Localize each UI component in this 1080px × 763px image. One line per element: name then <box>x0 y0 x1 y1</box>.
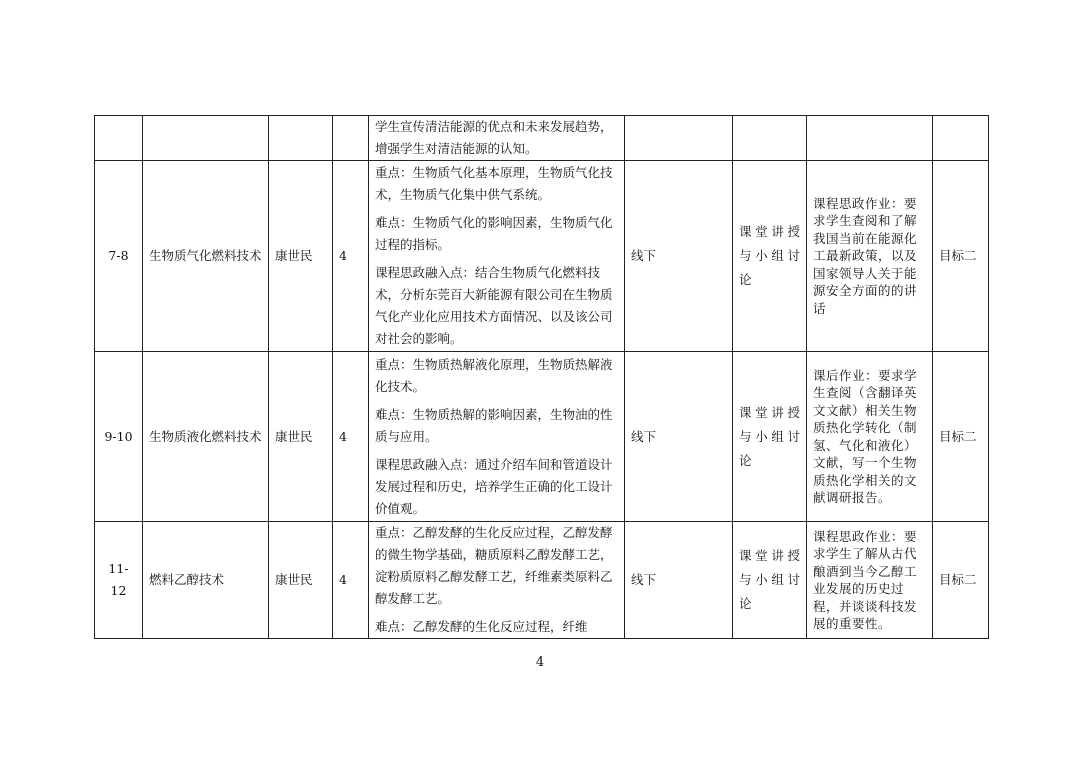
ideology-text: 课程思政融入点：结合生物质气化燃料技术，分析东莞百大新能源有限公司在生物质气化产业化应用技术方面情况、以及该公司对社会的影响。 <box>375 265 613 346</box>
content-cell <box>369 352 625 522</box>
content-continued-text: 学生宣传清洁能源的优点和未来发展趋势，增强学生对清洁能源的认知。 <box>375 119 613 156</box>
table-row <box>95 522 989 639</box>
homework-cell <box>807 116 933 161</box>
difficulties-text: 难点：乙醇发酵的生化反应过程，纤维 <box>375 619 588 634</box>
week-cell: 11-12 <box>95 522 143 639</box>
key-points-text: 重点：生物质热解液化原理，生物质热解液化技术。 <box>375 356 613 394</box>
target-cell <box>933 116 989 161</box>
hours-cell: 4 <box>333 522 369 639</box>
hours-cell <box>333 116 369 161</box>
target-cell: 目标二 <box>933 522 989 639</box>
difficulties-text: 难点：生物质气化的影响因素，生物质气化过程的指标。 <box>375 215 613 252</box>
difficulties-text: 难点：生物质热解的影响因素，生物油的性质与应用。 <box>375 406 613 444</box>
key-points-text: 重点：乙醇发酵的生化反应过程，乙醇发酵的微生物学基础，糖质原料乙醇发酵工艺，淀粉质原料乙醇发酵工艺，纤维素类原料乙醇发酵工艺。 <box>375 525 613 606</box>
teacher-cell <box>269 116 333 161</box>
teacher-cell: 康世民 <box>269 161 333 352</box>
topic-cell: 生物质液化燃料技术 <box>143 352 269 522</box>
content-cell <box>369 116 625 161</box>
target-cell: 目标二 <box>933 161 989 352</box>
course-schedule-table <box>94 115 989 639</box>
table-row <box>95 161 989 352</box>
week-cell <box>95 116 143 161</box>
page-number: 4 <box>535 655 545 670</box>
homework-cell: 课后作业：要求学生查阅（含翻译英文文献）相关生物质热化学转化（制氢、气化和液化）文献，写一个生物质热化学相关的文献调研报告。 <box>807 352 933 522</box>
table-row <box>95 116 989 161</box>
teacher-cell: 康世民 <box>269 522 333 639</box>
content-cell <box>369 161 625 352</box>
form-cell <box>625 116 733 161</box>
week-cell: 9-10 <box>95 352 143 522</box>
method-cell: 课堂讲授与小组讨论 <box>733 522 807 639</box>
method-cell: 课堂讲授与小组讨论 <box>733 161 807 352</box>
hours-cell: 4 <box>333 352 369 522</box>
content-cell <box>369 522 625 639</box>
ideology-text: 课程思政融入点：通过介绍车间和管道设计发展过程和历史，培养学生正确的化工设计价值观。 <box>375 456 613 516</box>
method-cell <box>733 116 807 161</box>
topic-cell <box>143 116 269 161</box>
method-cell: 课堂讲授与小组讨论 <box>733 352 807 522</box>
teacher-cell: 康世民 <box>269 352 333 522</box>
form-cell: 线下 <box>625 352 733 522</box>
form-cell: 线下 <box>625 522 733 639</box>
key-points-text: 重点：生物质气化基本原理，生物质气化技术，生物质气化集中供气系统。 <box>375 165 613 202</box>
topic-cell: 生物质气化燃料技术 <box>143 161 269 352</box>
topic-cell: 燃料乙醇技术 <box>143 522 269 639</box>
form-cell: 线下 <box>625 161 733 352</box>
week-cell: 7-8 <box>95 161 143 352</box>
target-cell: 目标二 <box>933 352 989 522</box>
homework-cell: 课程思政作业：要求学生了解从古代酿酒到当今乙醇工业发展的历史过程，并谈谈科技发展的重要性。 <box>807 522 933 639</box>
table-row <box>95 352 989 522</box>
homework-cell: 课程思政作业：要求学生查阅和了解我国当前在能源化工最新政策，以及国家领导人关于能源安全方面的的讲话 <box>807 161 933 352</box>
hours-cell: 4 <box>333 161 369 352</box>
